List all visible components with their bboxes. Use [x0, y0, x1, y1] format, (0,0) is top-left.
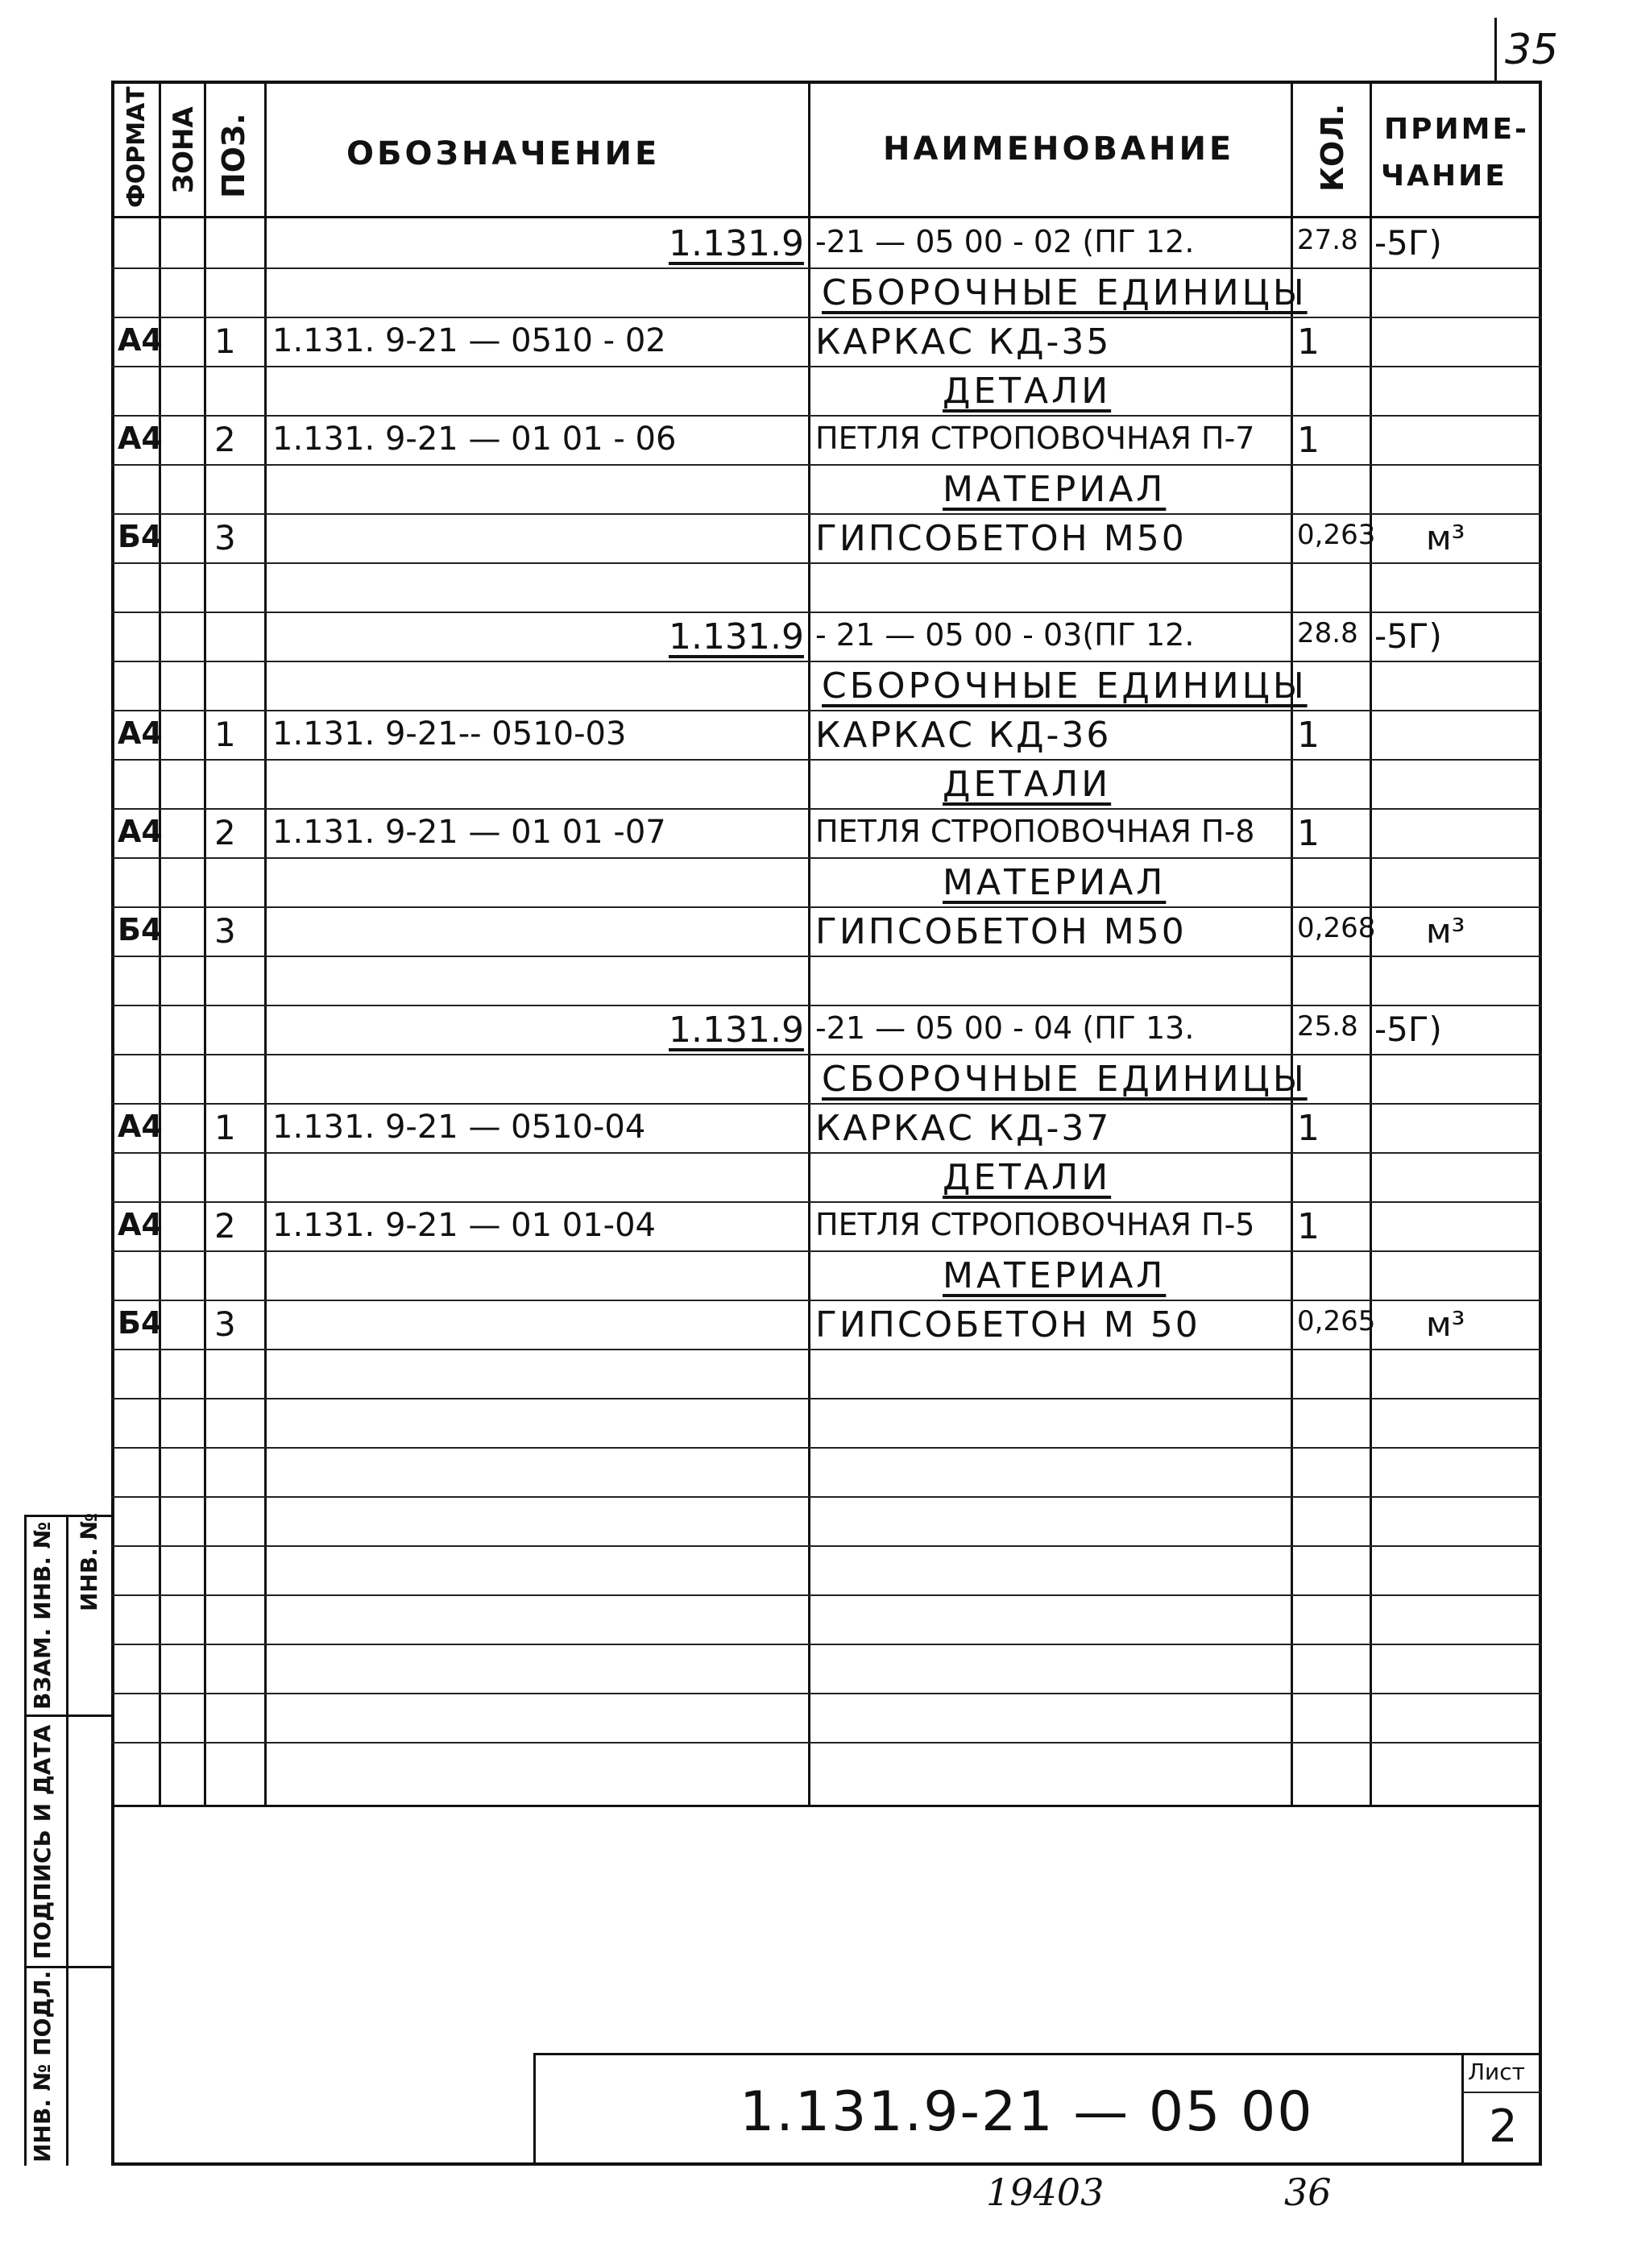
stamp-sign-date: ПОДПИСЬ И ДАТА	[29, 1724, 56, 1959]
cell-qty: 1	[1297, 813, 1320, 854]
cell-name: ПЕТЛЯ СТРОПОВОЧНАЯ П-8	[815, 814, 1255, 849]
cell-note: -5Г)	[1374, 1010, 1442, 1049]
cell-fmt: Б4	[118, 1305, 163, 1341]
cell-des: 1.131.9	[669, 616, 804, 657]
cell-fmt: А4	[118, 814, 163, 849]
row-separator	[111, 1054, 1542, 1055]
archive-number: 19403	[986, 2171, 1105, 2214]
header-name: НАИМЕНОВАНИЕ	[883, 131, 1235, 168]
row-separator	[111, 1250, 1542, 1252]
cell-qty: 0,265	[1297, 1305, 1376, 1337]
row-separator	[111, 464, 1542, 466]
row-separator	[111, 1644, 1542, 1645]
row-separator	[111, 857, 1542, 859]
page-number-divider	[1494, 18, 1497, 81]
row-separator	[111, 562, 1542, 564]
cell-name: - 21 — 05 00 - 03(ПГ 12.	[815, 617, 1195, 653]
cell-des: 1.131.9	[669, 223, 804, 264]
title-block-left	[533, 2053, 536, 2166]
row-separator	[111, 1545, 1542, 1547]
cell-fmt: Б4	[118, 912, 163, 947]
row-separator	[111, 1693, 1542, 1694]
header-qty: КОЛ.	[1315, 103, 1350, 192]
row-separator	[111, 1152, 1542, 1154]
stamp-replaced: ВЗАМ. ИНВ. №	[29, 1521, 56, 1710]
cell-name: -21 — 05 00 - 04 (ПГ 13.	[815, 1010, 1195, 1046]
cell-name: ПЕТЛЯ СТРОПОВОЧНАЯ П-7	[815, 421, 1255, 456]
cell-des: 1.131. 9-21 — 01 01 -07	[272, 814, 666, 851]
cell-fmt: Б4	[118, 519, 163, 554]
cell-pos: 3	[214, 518, 236, 558]
row-separator	[111, 1398, 1542, 1399]
row-separator	[111, 267, 1542, 269]
cell-pos: 3	[214, 911, 236, 951]
row-separator	[111, 956, 1542, 957]
cell-name: СБОРОЧНЫЕ ЕДИНИЦЫ	[822, 665, 1308, 707]
cell-pos: 1	[214, 321, 236, 361]
cell-qty: 1	[1297, 715, 1320, 756]
stamp-inv-dup: ИНВ. №	[76, 1512, 102, 1611]
row-separator	[111, 710, 1542, 711]
row-separator	[111, 612, 1542, 613]
cell-fmt: А4	[118, 1109, 163, 1144]
cell-pos: 1	[214, 715, 236, 754]
cell-name: МАТЕРИАЛ	[943, 469, 1167, 510]
cell-name: ДЕТАЛИ	[943, 1157, 1112, 1198]
cell-name: СБОРОЧНЫЕ ЕДИНИЦЫ	[822, 272, 1308, 313]
row-separator	[111, 1300, 1542, 1301]
stamp-inv-orig: ИНВ. № ПОДЛ.	[29, 1970, 56, 2162]
cell-qty: 0,263	[1297, 519, 1376, 551]
sheet-label: Лист	[1468, 2059, 1525, 2085]
cell-des: 1.131. 9-21-- 0510-03	[272, 715, 627, 753]
header-format: ФОРМАТ	[122, 86, 151, 208]
cell-fmt: А4	[118, 715, 163, 751]
title-block-sheet-divider	[1461, 2053, 1464, 2166]
cell-pos: 3	[214, 1304, 236, 1344]
cell-des: 1.131. 9-21 — 01 01 - 06	[272, 421, 677, 458]
row-separator	[111, 1447, 1542, 1449]
cell-name: МАТЕРИАЛ	[943, 1255, 1167, 1296]
sheet-number: 2	[1489, 2100, 1518, 2153]
row-separator	[111, 415, 1542, 417]
cell-name: ГИПСОБЕТОН М50	[815, 518, 1187, 559]
stamp-inner-divider	[66, 1515, 68, 2166]
header-note-line1: ПРИМЕ-	[1384, 113, 1529, 146]
cell-note: м³	[1426, 1304, 1465, 1344]
cell-fmt: А4	[118, 1207, 163, 1242]
cell-name: ДЕТАЛИ	[943, 764, 1112, 805]
cell-name: ГИПСОБЕТОН М 50	[815, 1304, 1200, 1345]
title-block-top	[533, 2053, 1542, 2055]
document-code: 1.131.9-21 — 05 00	[740, 2080, 1314, 2144]
cell-pos: 2	[214, 1206, 236, 1246]
cell-pos: 2	[214, 420, 236, 459]
cell-qty: 25.8	[1297, 1010, 1358, 1043]
cell-des: 1.131. 9-21 — 0510-04	[272, 1109, 646, 1146]
row-separator	[111, 1594, 1542, 1596]
row-separator	[111, 1201, 1542, 1203]
header-bottom-line	[111, 216, 1542, 218]
row-separator	[111, 661, 1542, 662]
title-block-sheet-line	[1461, 2092, 1542, 2093]
cell-name: КАРКАС КД-36	[815, 715, 1112, 756]
stamp-sep-1	[24, 1714, 111, 1717]
cell-des: 1.131.9	[669, 1010, 804, 1051]
cell-qty: 0,268	[1297, 912, 1376, 944]
cell-name: СБОРОЧНЫЕ ЕДИНИЦЫ	[822, 1059, 1308, 1100]
stamp-sep-2	[24, 1966, 111, 1968]
page-number: 35	[1505, 26, 1559, 74]
cell-fmt: А4	[118, 322, 163, 358]
cell-name: КАРКАС КД-37	[815, 1108, 1112, 1149]
cell-name: -21 — 05 00 - 02 (ПГ 12.	[815, 224, 1195, 259]
cell-qty: 1	[1297, 420, 1320, 461]
cell-note: -5Г)	[1374, 616, 1442, 656]
header-zone: ЗОНА	[168, 106, 200, 193]
cell-qty: 1	[1297, 1108, 1320, 1149]
row-separator	[111, 513, 1542, 515]
cell-name: ГИПСОБЕТОН М50	[815, 911, 1187, 952]
cell-qty: 1	[1297, 1206, 1320, 1247]
stamp-outer-left	[24, 1515, 27, 2166]
cell-name: МАТЕРИАЛ	[943, 862, 1167, 903]
page-handwritten: 36	[1284, 2171, 1332, 2214]
row-separator	[111, 366, 1542, 367]
cell-note: м³	[1426, 911, 1465, 951]
row-separator	[111, 1103, 1542, 1105]
cell-pos: 2	[214, 813, 236, 852]
row-separator	[111, 1349, 1542, 1350]
row-separator	[111, 317, 1542, 318]
table-bottom-line	[111, 1805, 1542, 1807]
row-separator	[111, 808, 1542, 810]
cell-des: 1.131. 9-21 — 0510 - 02	[272, 322, 666, 359]
cell-des: 1.131. 9-21 — 01 01-04	[272, 1207, 656, 1244]
cell-name: ДЕТАЛИ	[943, 371, 1112, 412]
row-separator	[111, 1742, 1542, 1743]
cell-qty: 1	[1297, 321, 1320, 363]
row-separator	[111, 1005, 1542, 1006]
header-designation: ОБОЗНАЧЕНИЕ	[346, 135, 661, 172]
cell-pos: 1	[214, 1108, 236, 1147]
cell-note: -5Г)	[1374, 223, 1442, 263]
cell-note: м³	[1426, 518, 1465, 558]
cell-name: ПЕТЛЯ СТРОПОВОЧНАЯ П-5	[815, 1207, 1255, 1242]
header-note-line2: ЧАНИЕ	[1381, 160, 1507, 193]
cell-qty: 28.8	[1297, 617, 1358, 649]
header-pos: ПОЗ.	[216, 113, 251, 198]
row-separator	[111, 1496, 1542, 1498]
row-separator	[111, 759, 1542, 761]
cell-name: КАРКАС КД-35	[815, 321, 1112, 363]
cell-fmt: А4	[118, 421, 163, 456]
row-separator	[111, 906, 1542, 908]
cell-qty: 27.8	[1297, 224, 1358, 256]
